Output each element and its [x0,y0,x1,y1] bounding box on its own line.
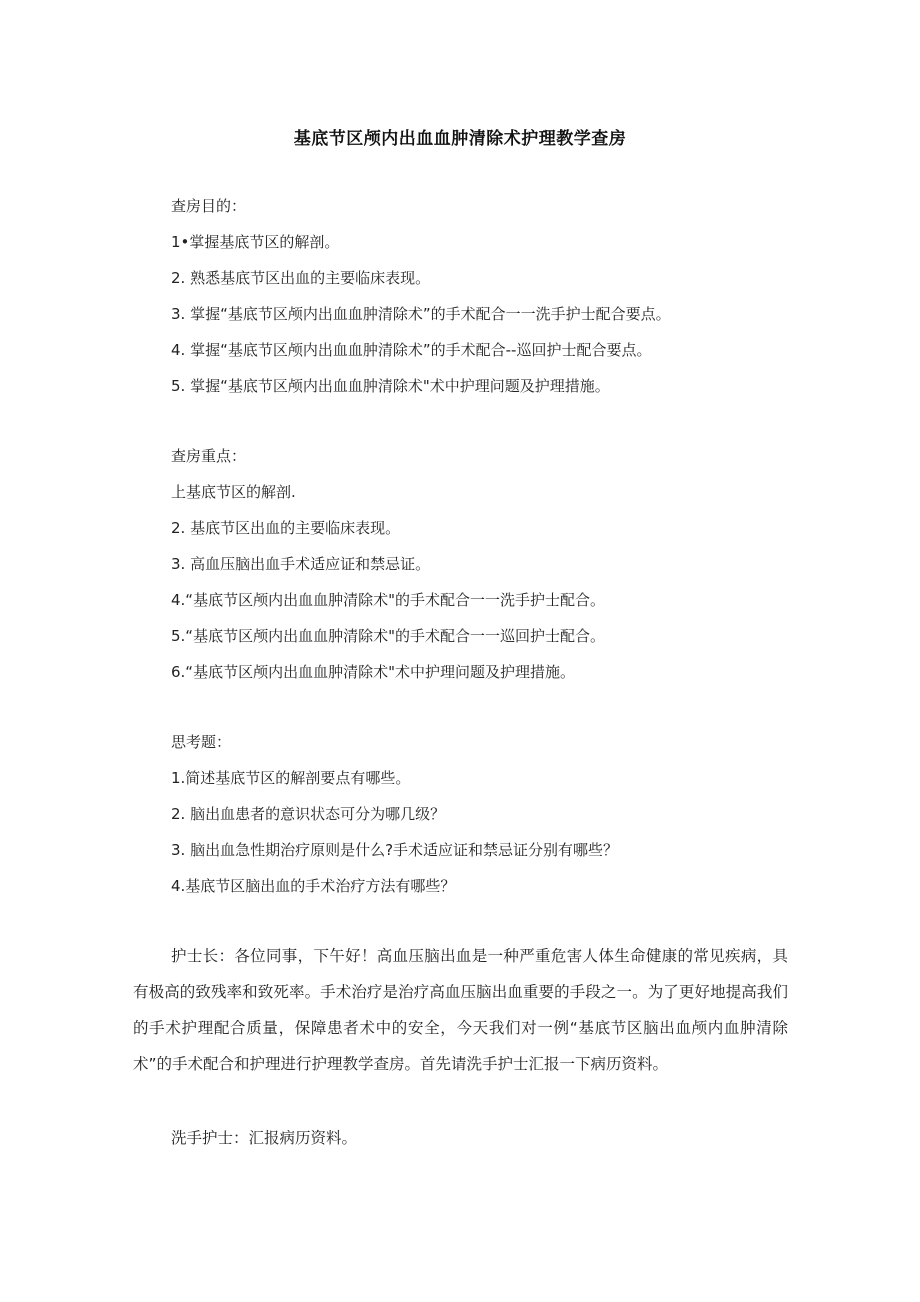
objective-item: 3. 掌握“基底节区颅内出血血肿清除术”的手术配合一一洗手护士配合要点。 [171,305,671,323]
question-item: 4.基底节区脑出血的手术治疗方法有哪些？ [171,877,456,895]
questions-heading: 思考题： [171,733,232,751]
objective-item: 5. 掌握“基底节区颅内出血血肿清除术"术中护理问题及护理措施。 [171,377,610,395]
objective-item: 4. 掌握“基底节区颅内出血血肿清除术”的手术配合--巡回护士配合要点。 [171,341,652,359]
document-title: 基底节区颅内出血血肿清除术护理教学查房 [293,129,627,149]
key-point-item: 4.“基底节区颅内出血血肿清除术"的手术配合一一洗手护士配合。 [171,591,605,609]
key-point-item: 6.“基底节区颅内出血血肿清除术"术中护理问题及护理措施。 [171,663,575,681]
key-point-item: 5.“基底节区颅内出血血肿清除术"的手术配合一一巡回护士配合。 [171,627,605,645]
question-item: 3. 脑出血急性期治疗原则是什么?手术适应证和禁忌证分别有哪些？ [171,841,619,859]
key-point-item: 3. 高血压脑出血手术适应证和禁忌证。 [171,555,431,573]
body-paragraph: 洗手护士：汇报病历资料。 [171,1129,358,1147]
objective-item: 1•掌握基底节区的解剖。 [171,233,340,251]
key-points-heading: 查房重点： [171,447,247,465]
objectives-heading: 查房目的： [171,197,247,215]
question-item: 1.简述基底节区的解剖要点有哪些。 [171,769,411,787]
objective-item: 2. 熟悉基底节区出血的主要临床表现。 [171,269,431,287]
key-point-item: 2. 基底节区出血的主要临床表现。 [171,519,401,537]
question-item: 2. 脑出血患者的意识状态可分为哪几级？ [171,805,446,823]
key-point-item: 上基底节区的解剖. [171,483,296,501]
body-paragraph: 护士长：各位同事，下午好！高血压脑出血是一种严重危害人体生命健康的常见疾病，具有极高的致残率和致死率。手术治疗是治疗高血压脑出血重要的手段之一。为了更好地提高我们的手术护理配合质量，保障患者术中的安全，今天我们对一例“基底节区脑出血颅内血肿清除术”的手术配合和护理进行护理教学查房。首先请洗手护士汇报一下病历资料。 [133,947,788,1073]
